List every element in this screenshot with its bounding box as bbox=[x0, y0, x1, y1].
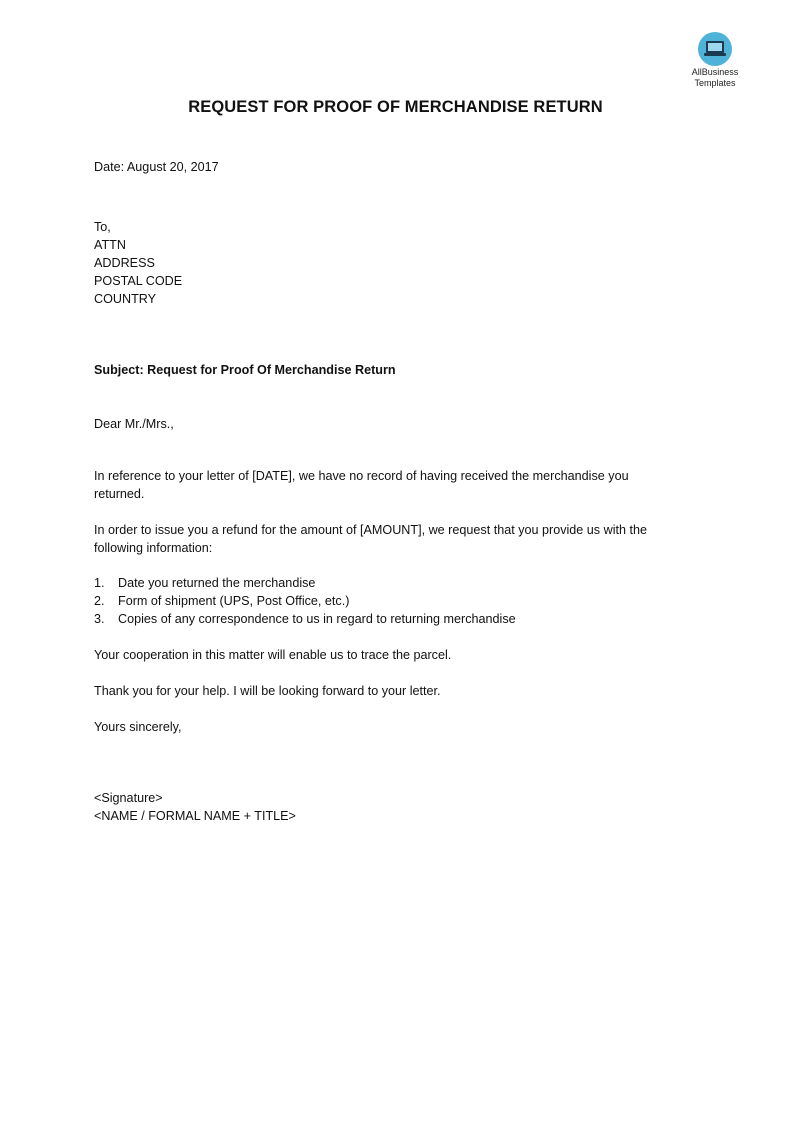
salutation: Dear Mr./Mrs., bbox=[94, 417, 174, 431]
address-postal: POSTAL CODE bbox=[94, 274, 183, 288]
list-item: Form of shipment (UPS, Post Office, etc.) bbox=[118, 594, 350, 608]
closing-line: Yours sincerely, bbox=[94, 720, 182, 734]
list-item: Copies of any correspondence to us in regard to returning merchandise bbox=[118, 612, 516, 626]
signature-placeholder: <Signature> bbox=[94, 791, 163, 805]
name-title-placeholder: <NAME / FORMAL NAME + TITLE> bbox=[94, 809, 296, 823]
address-to: To, bbox=[94, 220, 111, 234]
brand-logo bbox=[676, 32, 754, 88]
cooperation-line: Your cooperation in this matter will enable us to trace the parcel. bbox=[94, 648, 452, 662]
document-title: REQUEST FOR PROOF OF MERCHANDISE RETURN bbox=[188, 98, 603, 116]
logo-text-line1: AllBusiness bbox=[691, 67, 739, 77]
subject-line: Subject: Request for Proof Of Merchandise Return bbox=[94, 363, 396, 377]
paragraph-1-line-1: In reference to your letter of [DATE], we have no record of having received the merchandise you bbox=[94, 469, 629, 483]
paragraph-2-line-2: following information: bbox=[94, 541, 213, 555]
list-item-number: 3. bbox=[94, 612, 105, 626]
paragraph-2-line-1: In order to issue you a refund for the amount of [AMOUNT], we request that you provide us with the bbox=[94, 523, 648, 537]
address-street: ADDRESS bbox=[94, 256, 155, 270]
paragraph-1-line-2: returned. bbox=[94, 487, 145, 501]
address-country: COUNTRY bbox=[94, 292, 157, 306]
address-attn: ATTN bbox=[94, 238, 126, 252]
date-line: Date: August 20, 2017 bbox=[94, 160, 219, 174]
list-item: Date you returned the merchandise bbox=[118, 576, 316, 590]
laptop-icon bbox=[698, 32, 732, 66]
list-item-number: 2. bbox=[94, 594, 105, 608]
list-item-number: 1. bbox=[94, 576, 105, 590]
thanks-line: Thank you for your help. I will be looking forward to your letter. bbox=[94, 684, 441, 698]
logo-text-line2: Templates bbox=[694, 78, 736, 88]
